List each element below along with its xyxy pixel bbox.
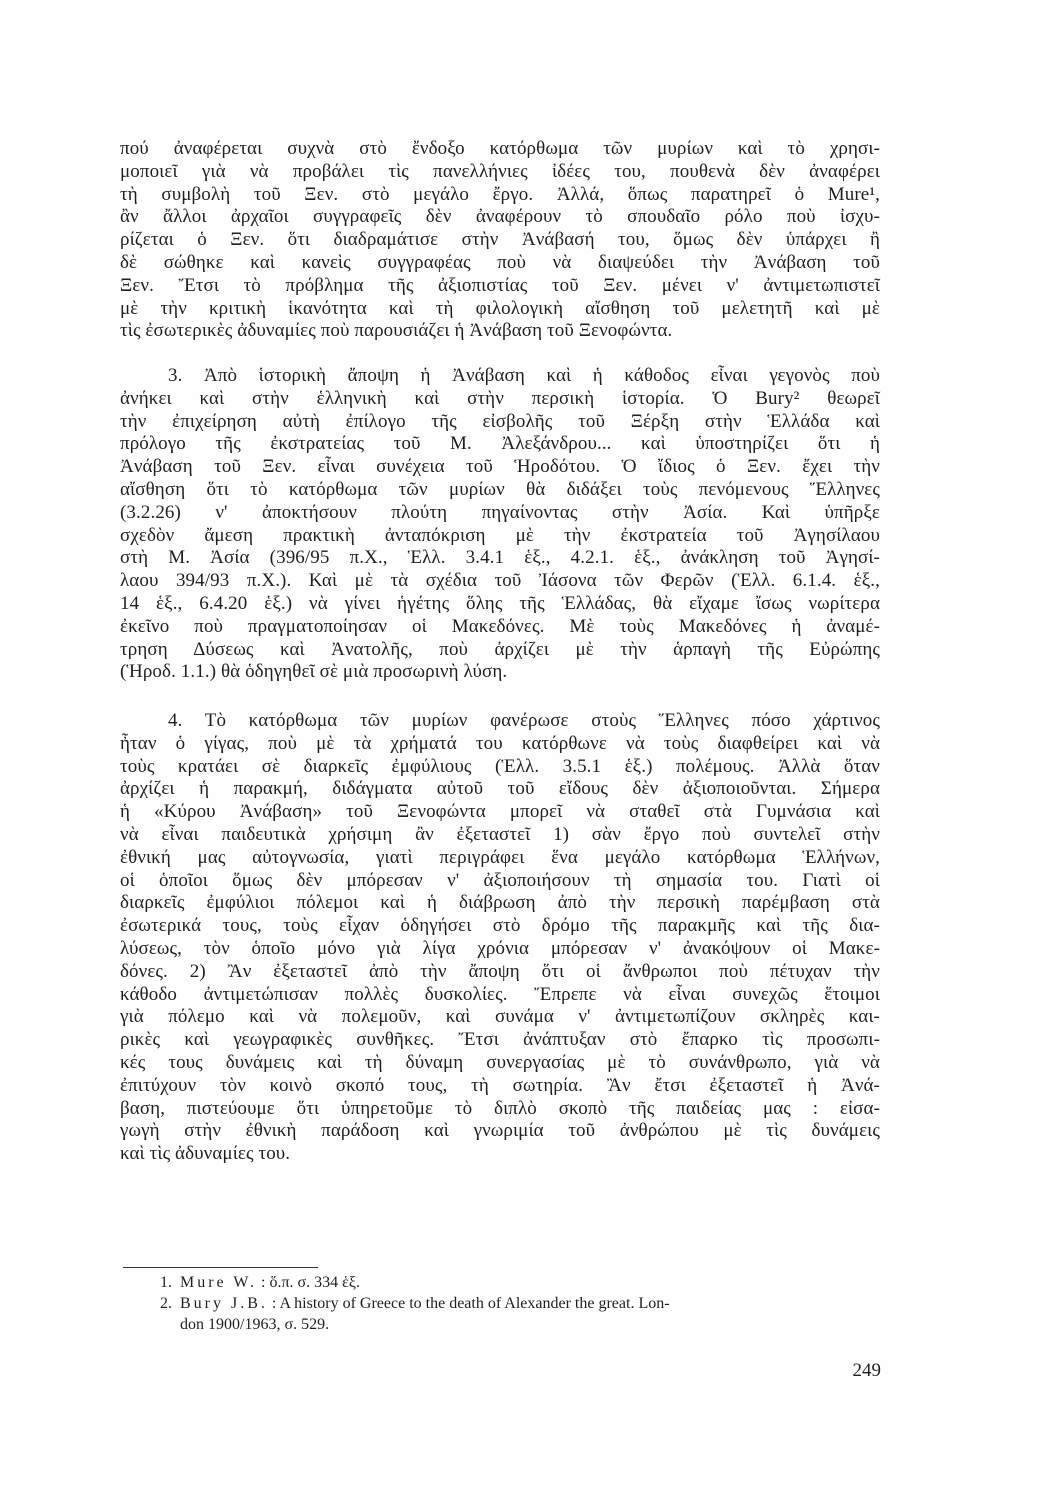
text-line: δόνες. 2) Ἂν ἐξεταστεῖ ἀπὸ τὴν ἄποψη ὅτι οἱ ἄνθρωποι ποὺ πέτυχαν τὴν — [120, 960, 880, 982]
text-line: ἐθνική μας αὐτογνωσία, γιατὶ περιγράφει ἕνα μεγάλο κατόρθωμα Ἑλλήνων, — [120, 846, 880, 868]
text-line: καὶ τὶς ἀδυναμίες του. — [120, 1143, 291, 1165]
text-line: τὴ συμβολὴ τοῦ Ξεν. στὸ μεγάλο ἔργο. Ἀλλά, ὅπως παρατηρεῖ ὁ Mure¹, — [120, 183, 880, 205]
text-line: Ἀνάβαση τοῦ Ξεν. εἶναι συνέχεια τοῦ Ἡροδότου. Ὁ ἴδιος ὁ Ξεν. ἔχει τὴν — [120, 456, 880, 478]
text-line: μοποιεῖ γιὰ νὰ προβάλει τὶς πανελλήνιες ἰδέες του, πουθενὰ δὲν ἀναφέρει — [120, 160, 880, 182]
text-line: (3.2.26) ν' ἀποκτήσουν πλούτη πηγαίνοντας στὴν Ἀσία. Καὶ ὑπῆρξε — [120, 501, 880, 523]
text-line: ἂν ἄλλοι ἀρχαῖοι συγγραφεῖς δὲν ἀναφέρουν τὸ σπουδαῖο ρόλο ποὺ ἰσχυ- — [120, 206, 880, 228]
text-line: ἀνήκει καὶ στὴν ἑλληνικὴ καὶ στὴν περσικὴ ἱστορία. Ὁ Bury² θεωρεῖ — [120, 387, 880, 409]
footnotes — [120, 1272, 880, 1335]
footnote-author: Bury J.B. — [180, 1295, 268, 1312]
text-line: γιὰ πόλεμο καὶ νὰ πολεμοῦν, καὶ συνάμα ν' ἀντιμετωπίζουν σκληρὲς και- — [120, 1006, 880, 1028]
text-line: (Ἡροδ. 1.1.) θὰ ὁδηγηθεῖ σὲ μιὰ προσωρινὴ λύση. — [120, 661, 508, 683]
text-line: τοὺς κρατάει σὲ διαρκεῖς ἐμφύλιους (Ἑλλ. 3.5.1 ἑξ.) πολέμους. Ἀλλὰ ὅταν — [120, 755, 880, 777]
text-line: ἐσωτερικά τους, τοὺς εἶχαν ὁδηγήσει στὸ δρόμο τῆς παρακμῆς καὶ τῆς δια- — [120, 915, 880, 937]
text-line: ρίζεται ὁ Ξεν. ὅτι διαδραμάτισε στὴν Ἀνάβασή του, ὅμως δὲν ὑπάρχει ἢ — [120, 229, 880, 251]
page-number: 249 — [852, 1360, 881, 1381]
text-line: δὲ σώθηκε καὶ κανεὶς συγγραφέας ποὺ νὰ διαψεύδει τὴν Ἀνάβαση τοῦ — [120, 251, 880, 273]
text-line: πρόλογο τῆς ἐκστρατείας τοῦ Μ. Ἀλεξάνδρου... καὶ ὑποστηρίζει ὅτι ἡ — [120, 433, 880, 455]
text-line: Ξεν. Ἔτσι τὸ πρόβλημα τῆς ἀξιοπιστίας τοῦ Ξεν. μένει ν' ἀντιμετωπιστεῖ — [120, 274, 880, 296]
text-line: ἐπιτύχουν τὸν κοινὸ σκοπό τους, τὴ σωτηρία. Ἂν ἔτσι ἐξεταστεῖ ἡ Ἀνά- — [120, 1074, 880, 1096]
text-line: 14 ἑξ., 6.4.20 ἑξ.) νὰ γίνει ἡγέτης ὅλης τῆς Ἑλλάδας, θὰ εἴχαμε ἴσως νωρίτερα — [120, 592, 880, 614]
text-line: λύσεως, τὸν ὁποῖο μόνο γιὰ λίγα χρόνια μπόρεσαν ν' ἀνακόψουν οἱ Μακε- — [120, 937, 880, 959]
text-line: μὲ τὴν κριτικὴ ἱκανότητα καὶ τὴ φιλολογικὴ αἴσθηση τοῦ μελετητῆ καὶ μὲ — [120, 297, 880, 319]
text-line: ἐκεῖνο ποὺ πραγματοποίησαν οἱ Μακεδόνες. Μὲ τοὺς Μακεδόνες ἡ ἀναμέ- — [120, 615, 880, 637]
footnote-number: 2. — [160, 1295, 172, 1312]
footnote-1 — [120, 1272, 880, 1293]
text-line: κές τους δυνάμεις καὶ τὴ δύναμη συνεργασίας μὲ τὸ συνάνθρωπο, γιὰ νὰ — [120, 1051, 880, 1073]
text-line: τὶς ἐσωτερικὲς ἀδυναμίες ποὺ παρουσιάζει ἡ Ἀνάβαση τοῦ Ξενοφώντα. — [120, 320, 673, 342]
text-line: 3. Ἀπὸ ἱστορικὴ ἄποψη ἡ Ἀνάβαση καὶ ἡ κάθοδος εἶναι γεγονὸς ποὺ — [168, 365, 880, 386]
text-line: νὰ εἶναι παιδευτικὰ χρήσιμη ἂν ἐξεταστεῖ 1) σὰν ἔργο ποὺ συντελεῖ στὴν — [120, 823, 880, 845]
paragraph-section-4 — [120, 710, 880, 1166]
text-line: πού ἀναφέρεται συχνὰ στὸ ἔνδοξο κατόρθωμα τῶν μυρίων καὶ τὸ χρησι- — [120, 138, 880, 159]
footnote-text: : A history of Greece to the death of Alexander the great. Lon- — [271, 1295, 670, 1312]
text-line: κάθοδο ἀντιμετώπισαν πολλὲς δυσκολίες. Ἔπρεπε νὰ εἶναι συνεχῶς ἕτοιμοι — [120, 983, 880, 1005]
footnote-text: : ὅ.π. σ. 334 ἑξ. — [261, 1274, 360, 1291]
footnote-author: Mure W. — [180, 1274, 257, 1291]
text-line: σχεδὸν ἄμεση πρακτικὴ ἀνταπόκριση μὲ τὴν ἐκστρατεία τοῦ Ἀγησίλαου — [120, 524, 880, 546]
text-line: ἀρχίζει ἡ παρακμή, διδάγματα αὐτοῦ τοῦ εἴδους δὲν ἀξιοποιοῦνται. Σήμερα — [120, 778, 880, 800]
text-line: 4. Τὸ κατόρθωμα τῶν μυρίων φανέρωσε στοὺς Ἕλληνες πόσο χάρτινος — [168, 710, 880, 731]
footnote-2 — [120, 1293, 880, 1314]
text-line: βαση, πιστεύουμε ὅτι ὑπηρετοῦμε τὸ διπλὸ σκοπὸ τῆς παιδείας μας : εἰσα- — [120, 1097, 880, 1119]
footnote-number: 1. — [160, 1274, 172, 1291]
text-line: ρικὲς καὶ γεωγραφικὲς συνθῆκες. Ἔτσι ἀνάπτυξαν στὸ ἔπαρκο τὶς προσωπι- — [120, 1029, 880, 1051]
paragraph-section-3 — [120, 365, 880, 684]
footnote-2-continuation: don 1900/1963, σ. 529. — [180, 1316, 330, 1333]
text-line: αἴσθηση ὅτι τὸ κατόρθωμα τῶν μυρίων θὰ διδάξει τοὺς πενόμενους Ἕλληνες — [120, 478, 880, 500]
paragraph-continuation — [120, 138, 880, 343]
text-line: τὴν ἐπιχείρηση αὐτὴ ἐπίλογο τῆς εἰσβολῆς τοῦ Ξέρξη στὴν Ἑλλάδα καὶ — [120, 410, 880, 432]
text-line: τρηση Δύσεως καὶ Ἀνατολῆς, ποὺ ἀρχίζει μὲ τὴν ἁρπαγὴ τῆς Εὐρώπης — [120, 638, 880, 660]
text-line: ἦταν ὁ γίγας, ποὺ μὲ τὰ χρήματά του κατόρθωνε νὰ τοὺς διαφθείρει καὶ νὰ — [120, 732, 880, 754]
text-line: ἡ «Κύρου Ἀνάβαση» τοῦ Ξενοφώντα μπορεῖ νὰ σταθεῖ στὰ Γυμνάσια καὶ — [120, 801, 880, 823]
text-line: στὴ Μ. Ἀσία (396/95 π.Χ., Ἑλλ. 3.4.1 ἑξ., 4.2.1. ἑξ., ἀνάκληση τοῦ Ἀγησί- — [120, 547, 880, 569]
text-line: διαρκεῖς ἐμφύλιοι πόλεμοι καὶ ἡ διάβρωση ἀπὸ τὴν περσικὴ παρέμβαση στὰ — [120, 892, 880, 914]
footnote-divider — [123, 1267, 318, 1268]
text-line: οἱ ὁποῖοι ὅμως δὲν μπόρεσαν ν' ἀξιοποιήσουν τὴ σημασία του. Γιατὶ οἱ — [120, 869, 880, 891]
text-line: λαου 394/93 π.Χ.). Καὶ μὲ τὰ σχέδια τοῦ Ἰάσονα τῶν Φερῶν (Ἑλλ. 6.1.4. ἑξ., — [120, 570, 880, 592]
text-line: γωγὴ στὴν ἐθνικὴ παράδοση καὶ γνωριμία τοῦ ἀνθρώπου μὲ τὶς δυνάμεις — [120, 1120, 880, 1142]
